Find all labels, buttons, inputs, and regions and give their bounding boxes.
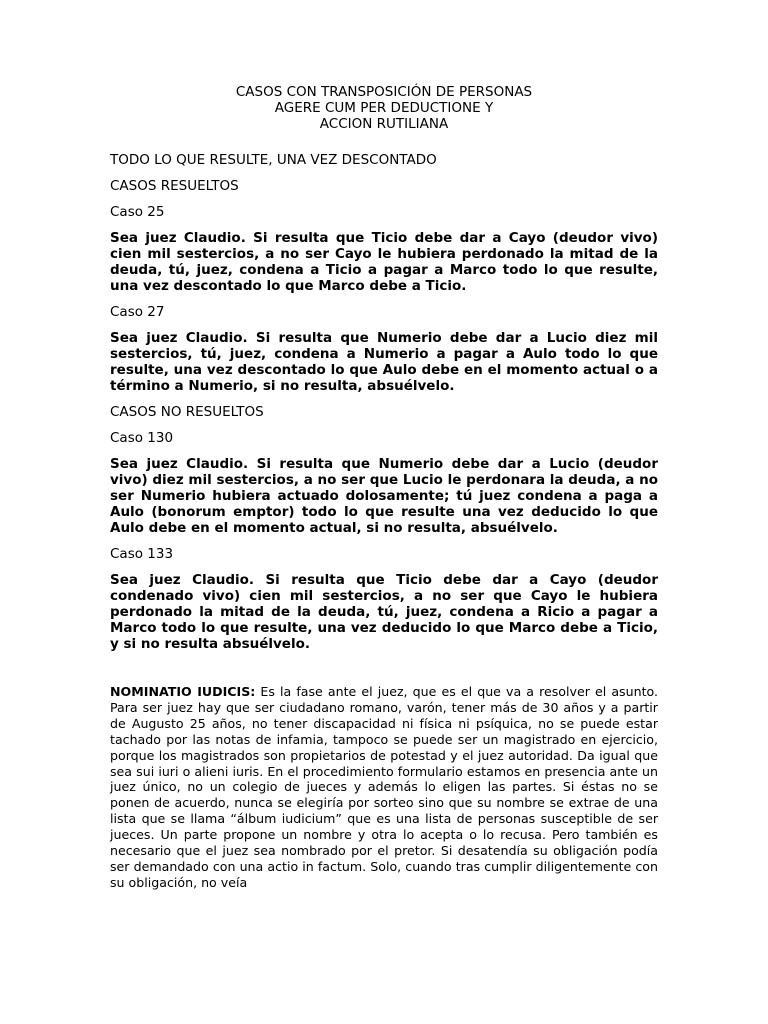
case-25-text: Sea juez Claudio. Si resulta que Ticio debe dar a Cayo (deudor vivo) cien mil sestercios, a no ser Cayo le hubiera perdonado la mitad de la deuda, tú, juez, condena a Ticio a pagar a Marco todo lo que resulte, una vez descontado lo que Marco debe a Ticio.	[110, 230, 658, 294]
heading-casos-no-resueltos: CASOS NO RESUELTOS	[110, 404, 264, 420]
case-25-label: Caso 25	[110, 204, 165, 220]
case-130-label: Caso 130	[110, 430, 174, 446]
case-133-text: Sea juez Claudio. Si resulta que Ticio debe dar a Cayo (deudor condenado vivo) cien mil sestercios, a no ser que Cayo le hubiera perdonado la mitad de la deuda, tú, juez, condena a Ricio a pagar a Marco todo lo que resulte, una vez deducido lo que Marco debe a Ticio, y si no resulta absuélvelo.	[110, 572, 658, 652]
heading-casos-resueltos: CASOS RESUELTOS	[110, 178, 239, 194]
nominatio-text: Es la fase ante el juez, que es el que va a resolver el asunto. Para ser juez hay que ser ciudadano romano, varón, tener más de 30 años y a partir de Augusto 25 años, no tener discapacidad ni física ni psíquica, no se puede estar tachado por las notas de infamia, tampoco se puede ser un magistrado en ejercicio, porque los magistrados son propietarios de potestad y el juez autoridad. Da igual que sea sui iuri o alieni iuris. En el procedimiento formulario estamos en presencia ante un juez único, no un colegio de jueces y además lo eligen las partes. Si éstas no se ponen de acuerdo, nunca se elegiría por sorteo sino que su nombre se extrae de una lista que se llama “álbum iudicium” que es una lista de personas susceptible de ser jueces. Un parte propone un nombre y otra lo acepta o lo recusa. Pero también es necesario que el juez sea nombrado por el pretor. Si desatendía su obligación podía ser demandado con una actio in factum. Solo, cuando tras cumplir diligentemente con su obligación, no veía	[110, 684, 658, 890]
section-gap	[110, 662, 658, 684]
document-page	[110, 84, 658, 891]
nominatio-paragraph	[110, 684, 658, 891]
title-line-1: CASOS CON TRANSPOSICIÓN DE PERSONAS	[235, 84, 533, 100]
title-line-2: AGERE CUM PER DEDUCTIONE Y	[274, 100, 494, 116]
case-133-label: Caso 133	[110, 546, 174, 562]
heading-descontado: TODO LO QUE RESULTE, UNA VEZ DESCONTADO	[110, 152, 437, 168]
title-line-3: ACCION RUTILIANA	[319, 116, 449, 132]
case-27-text: Sea juez Claudio. Si resulta que Numerio debe dar a Lucio diez mil sestercios, tú, juez, condena a Numerio a pagar a Aulo todo lo que resulte, una vez descontado lo que Aulo debe en el momento actual o a término a Numerio, si no resulta, absuélvelo.	[110, 330, 658, 394]
document-title	[110, 84, 658, 132]
nominatio-lead: NOMINATIO IUDICIS:	[110, 684, 256, 699]
case-130-text: Sea juez Claudio. Si resulta que Numerio debe dar a Lucio (deudor vivo) diez mil sestercios, a no ser que Lucio le perdonara la deuda, a no ser Numerio hubiera actuado dolosamente; tú juez condena a paga a Aulo (bonorum emptor) todo lo que resulte una vez deducido lo que Aulo debe en el momento actual, si no resulta, absuélvelo.	[110, 456, 658, 536]
case-27-label: Caso 27	[110, 304, 165, 320]
